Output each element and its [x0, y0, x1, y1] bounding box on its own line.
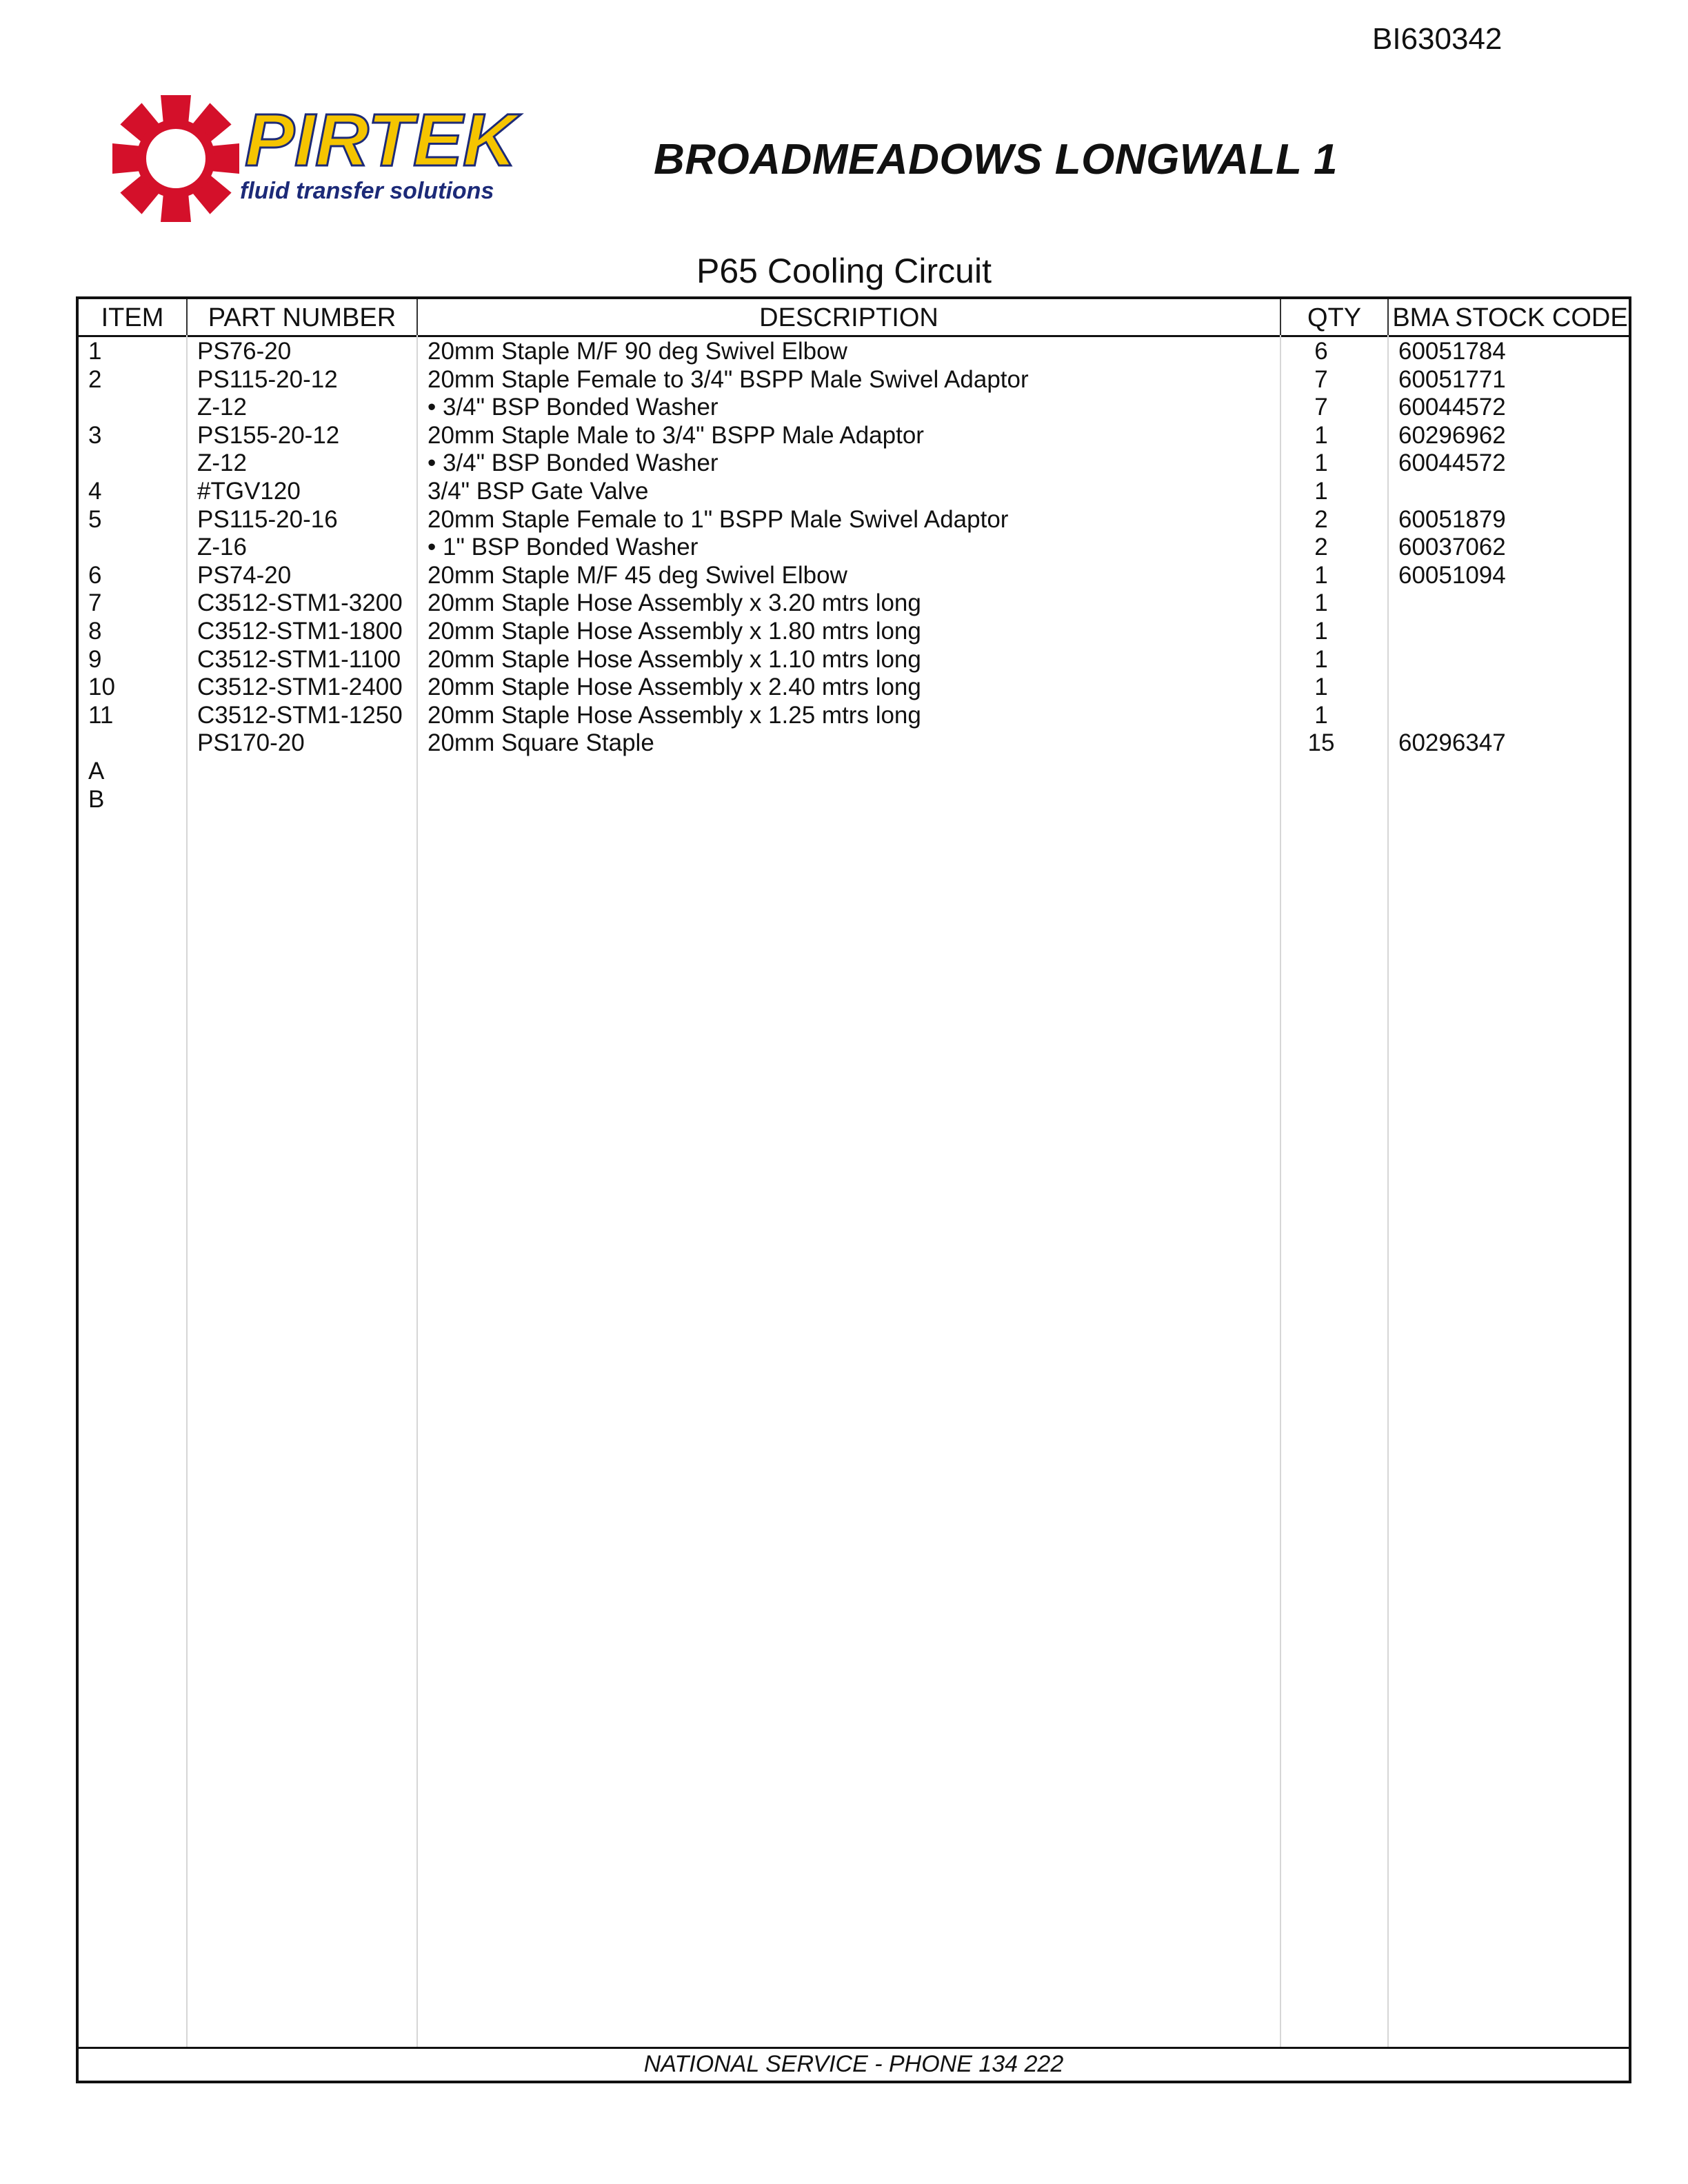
table-title: P65 Cooling Circuit: [696, 252, 992, 290]
cell-item: 4: [88, 477, 102, 505]
table-row: [79, 646, 1629, 674]
site-title: BROADMEADOWS LONGWALL 1: [654, 136, 1338, 183]
cell-description: 20mm Staple Hose Assembly x 1.25 mtrs long: [428, 701, 921, 729]
cell-description: 20mm Staple M/F 90 deg Swivel Elbow: [428, 338, 847, 365]
table-row: [79, 702, 1629, 730]
col-header-item: ITEM: [101, 303, 164, 332]
cell-item: 1: [88, 338, 102, 365]
cell-part-number: Z-16: [197, 534, 247, 561]
cell-description: 20mm Staple Male to 3/4" BSPP Male Adaptor: [428, 421, 924, 449]
cell-part-number: Z-12: [197, 449, 247, 477]
footer-service-phone: NATIONAL SERVICE - PHONE 134 222: [79, 2047, 1629, 2081]
cell-item: 2: [88, 365, 102, 393]
cell-qty: 2: [1314, 505, 1328, 533]
table-row: [79, 758, 1629, 786]
table-row: [79, 589, 1629, 618]
cell-stock-code: 60296347: [1398, 729, 1506, 757]
table-row: [79, 562, 1629, 590]
cell-description: 20mm Square Staple: [428, 729, 654, 757]
cell-item: 3: [88, 421, 102, 449]
cell-description: 20mm Staple Female to 3/4" BSPP Male Swivel Adaptor: [428, 365, 1029, 393]
col-header-stock-code: BMA STOCK CODE: [1392, 303, 1628, 332]
cell-description: • 3/4" BSP Bonded Washer: [428, 394, 719, 421]
cell-part-number: C3512-STM1-1250: [197, 701, 403, 729]
cell-qty: 7: [1314, 365, 1328, 393]
cell-part-number: Z-12: [197, 394, 247, 421]
cell-qty: 2: [1314, 534, 1328, 561]
cell-item: 7: [88, 589, 102, 617]
cell-stock-code: 60051784: [1398, 338, 1506, 365]
cell-stock-code: 60037062: [1398, 534, 1506, 561]
cell-qty: 1: [1314, 617, 1328, 645]
cell-qty: 1: [1314, 674, 1328, 701]
pirtek-logo-graphic: [110, 90, 593, 228]
table-row: [79, 449, 1629, 478]
cell-stock-code: 60296962: [1398, 421, 1506, 449]
cell-qty: 15: [1307, 729, 1335, 757]
table-row: [79, 786, 1629, 814]
cell-stock-code: 60044572: [1398, 449, 1506, 477]
cell-stock-code: 60051771: [1398, 365, 1506, 393]
cell-description: 20mm Staple Hose Assembly x 3.20 mtrs long: [428, 589, 921, 617]
col-header-qty: QTY: [1307, 303, 1362, 332]
cell-qty: 1: [1314, 589, 1328, 617]
cell-part-number: #TGV120: [197, 477, 301, 505]
cell-description: 3/4" BSP Gate Valve: [428, 477, 649, 505]
cell-item: 9: [88, 645, 102, 673]
cell-item: A: [88, 757, 105, 785]
cell-description: 20mm Staple Hose Assembly x 1.80 mtrs long: [428, 617, 921, 645]
cell-description: 20mm Staple Hose Assembly x 1.10 mtrs long: [428, 645, 921, 673]
table-row: [79, 534, 1629, 562]
cell-part-number: PS170-20: [197, 729, 305, 757]
cell-qty: 1: [1314, 477, 1328, 505]
cell-description: 20mm Staple Hose Assembly x 2.40 mtrs long: [428, 674, 921, 701]
table-row: [79, 394, 1629, 422]
table-row: [79, 478, 1629, 506]
table-row: [79, 338, 1629, 366]
cell-stock-code: 60051879: [1398, 505, 1506, 533]
table-row: [79, 618, 1629, 646]
table-row: [79, 422, 1629, 450]
cell-description: • 1" BSP Bonded Washer: [428, 534, 699, 561]
cell-item: 5: [88, 505, 102, 533]
cell-qty: 1: [1314, 449, 1328, 477]
cell-part-number: C3512-STM1-2400: [197, 674, 403, 701]
table-row: [79, 674, 1629, 702]
cell-qty: 1: [1314, 701, 1328, 729]
svg-text:fluid transfer solutions: fluid transfer solutions: [240, 178, 494, 204]
cell-description: • 3/4" BSP Bonded Washer: [428, 449, 719, 477]
cell-description: 20mm Staple Female to 1" BSPP Male Swivel Adaptor: [428, 505, 1009, 533]
table-row: [79, 506, 1629, 534]
document-id: BI630342: [1372, 22, 1503, 56]
cell-item: 6: [88, 561, 102, 589]
cell-qty: 1: [1314, 421, 1328, 449]
cell-description: 20mm Staple M/F 45 deg Swivel Elbow: [428, 561, 847, 589]
table-header: [79, 299, 1629, 337]
svg-text:PIRTEK: PIRTEK: [245, 98, 517, 181]
table-row: [79, 729, 1629, 758]
cell-stock-code: 60051094: [1398, 561, 1506, 589]
cell-item: 8: [88, 617, 102, 645]
cell-part-number: C3512-STM1-3200: [197, 589, 403, 617]
cell-part-number: PS115-20-12: [197, 365, 338, 393]
col-header-description: DESCRIPTION: [759, 303, 938, 332]
cell-qty: 1: [1314, 645, 1328, 673]
cell-part-number: C3512-STM1-1800: [197, 617, 403, 645]
cell-qty: 7: [1314, 394, 1328, 421]
cell-qty: 6: [1314, 338, 1328, 365]
col-header-part-number: PART NUMBER: [208, 303, 396, 332]
cell-item: 11: [88, 701, 114, 729]
cell-part-number: C3512-STM1-1100: [197, 645, 401, 673]
cell-item: 10: [88, 674, 115, 701]
cell-part-number: PS155-20-12: [197, 421, 340, 449]
table-row: [79, 366, 1629, 394]
cell-qty: 1: [1314, 561, 1328, 589]
cell-stock-code: 60044572: [1398, 394, 1506, 421]
cell-item: B: [88, 785, 105, 813]
parts-table: [76, 296, 1631, 2083]
cell-part-number: PS76-20: [197, 338, 292, 365]
table-body: [79, 338, 1629, 813]
pirtek-logo: [110, 90, 593, 228]
cell-part-number: PS74-20: [197, 561, 292, 589]
cell-part-number: PS115-20-16: [197, 505, 338, 533]
